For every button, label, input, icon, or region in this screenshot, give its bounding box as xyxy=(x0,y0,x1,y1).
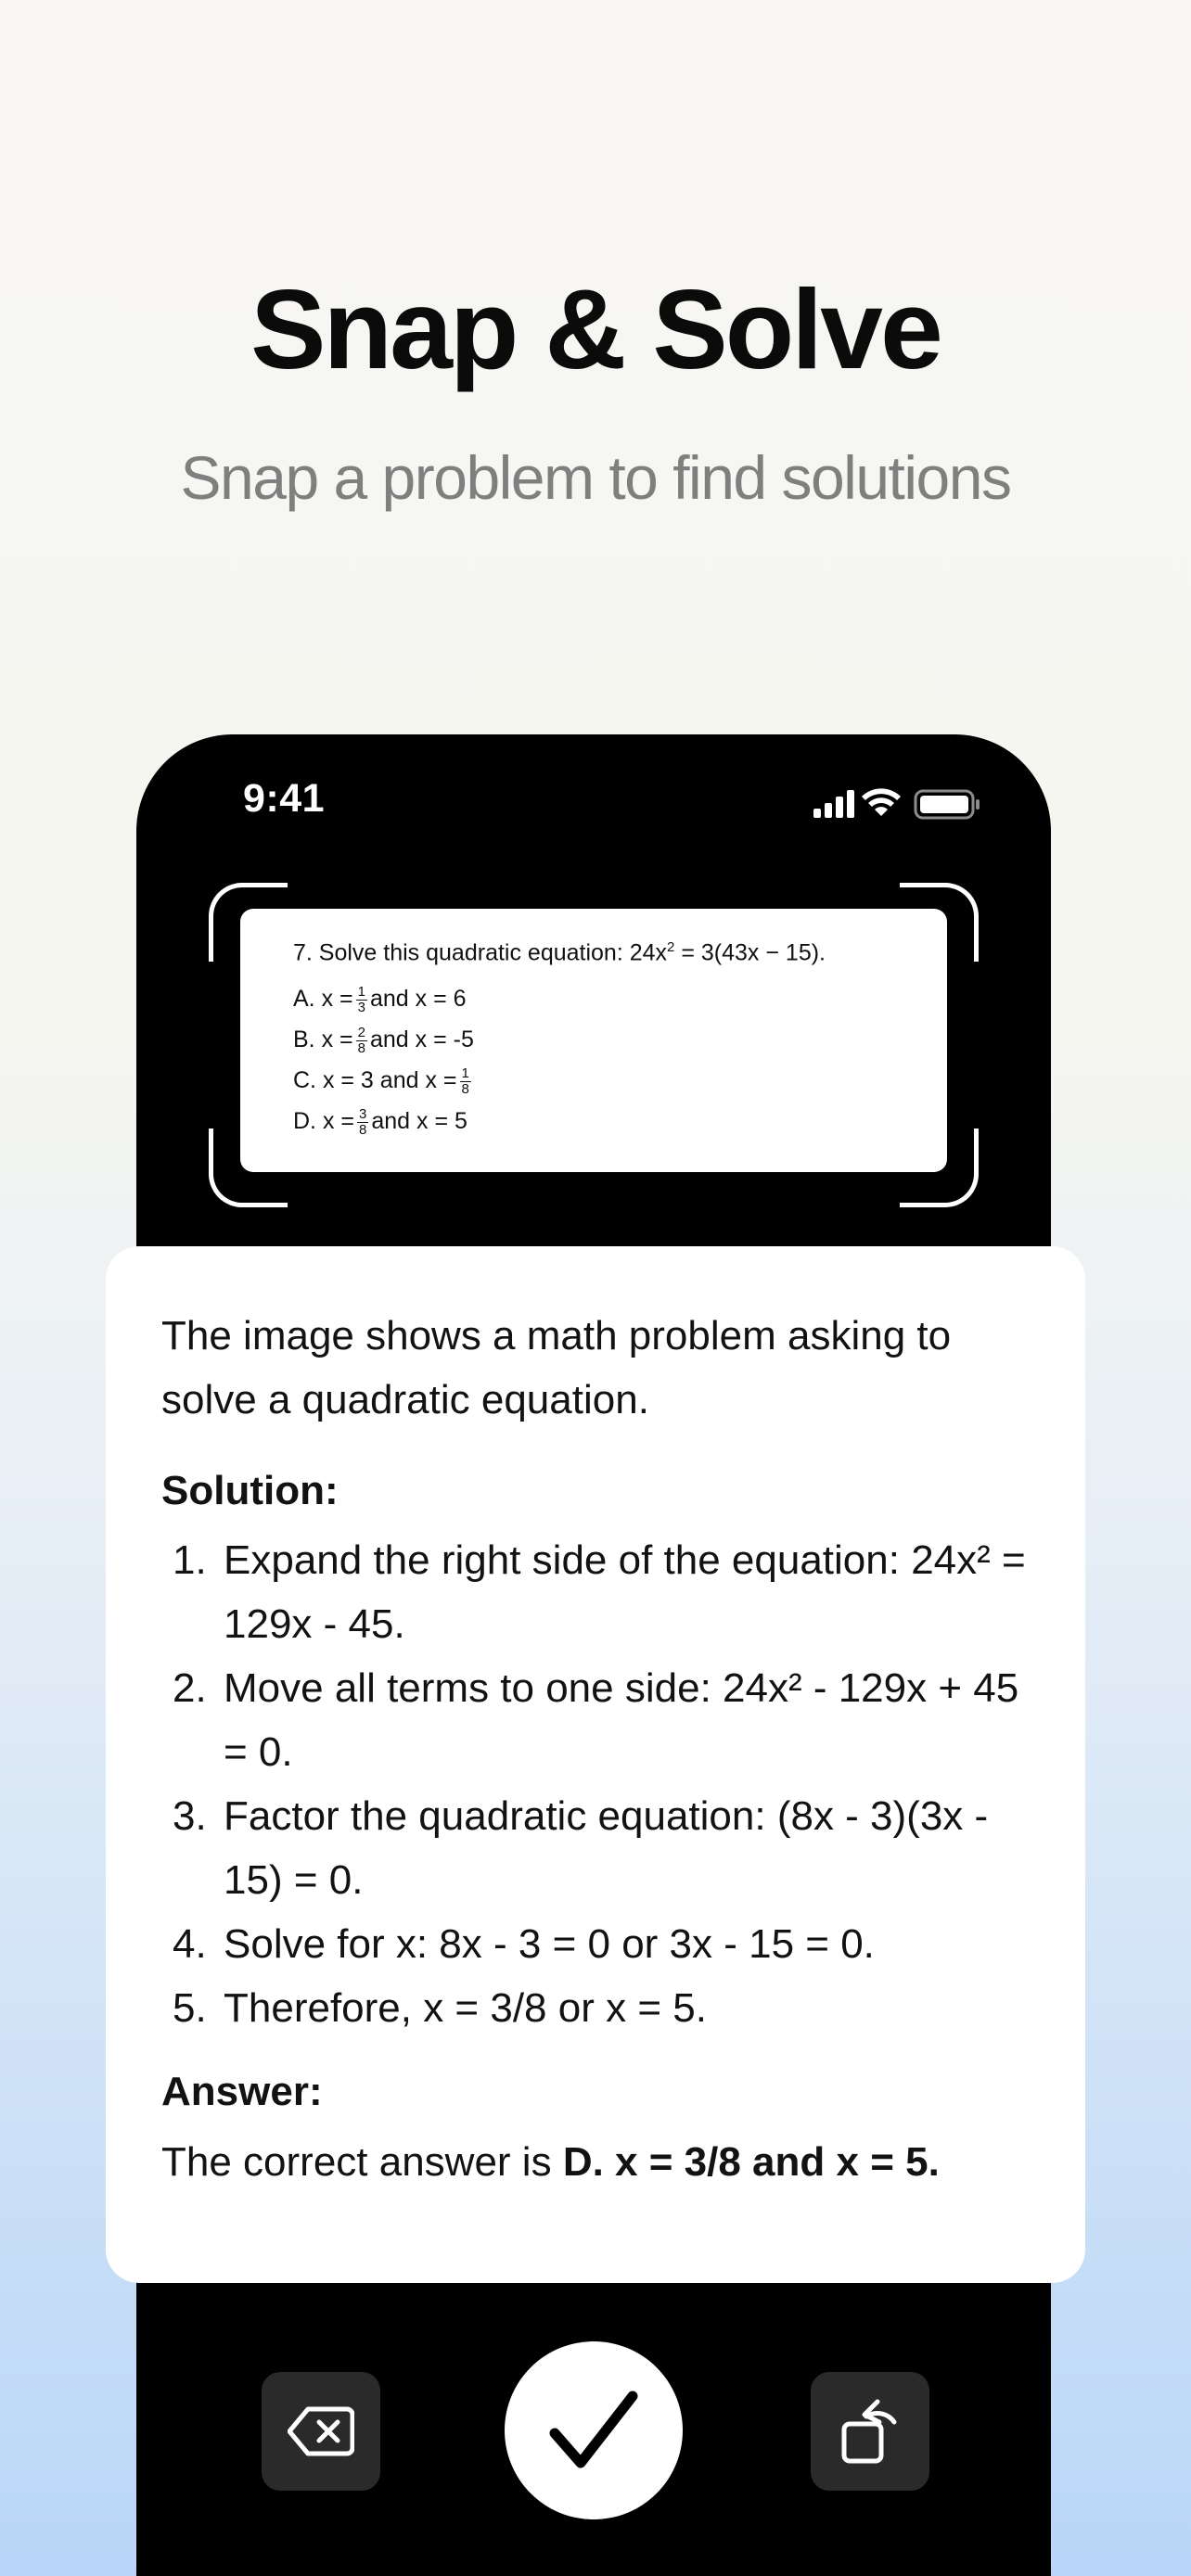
solution-heading: Solution: xyxy=(161,1468,339,1513)
answer-heading: Answer: xyxy=(161,2069,323,2114)
question-option-d: D. x = $\frac{3}{8}$ and x = 5 xyxy=(293,1106,467,1139)
fraction: $\frac{1}{8}$ xyxy=(461,1065,469,1098)
confirm-button[interactable] xyxy=(505,2341,683,2519)
solution-step: 4. Solve for x: 8x - 3 = 0 or 3x - 15 = 0. xyxy=(173,1921,875,1967)
solution-card xyxy=(106,1246,1085,2283)
answer-text: The correct answer is D. x = 3/8 and x = 5. xyxy=(161,2139,940,2185)
fraction: $\frac{2}{8}$ xyxy=(357,1025,365,1057)
rotate-icon xyxy=(837,2396,903,2467)
question-option-b: B. x = $\frac{2}{8}$ and x = -5 xyxy=(293,1025,474,1057)
rotate-button[interactable] xyxy=(811,2372,929,2491)
status-time: 9:41 xyxy=(243,776,326,821)
battery-icon xyxy=(916,791,980,818)
solution-step: 3. Factor the quadratic equation: (8x - 3)(3x - 15) = 0. xyxy=(173,1793,989,1903)
checkmark-icon xyxy=(547,2389,640,2472)
wifi-icon xyxy=(862,788,901,816)
hero-subtitle: Snap a problem to find solutions xyxy=(180,443,1011,512)
fraction: $\frac{1}{3}$ xyxy=(357,984,365,1016)
solution-step: 5. Therefore, x = 3/8 or x = 5. xyxy=(173,1985,707,2031)
scanned-question xyxy=(240,909,947,1172)
question-option-c: C. x = 3 and x = $\frac{1}{8}$ xyxy=(293,1065,469,1098)
delete-button[interactable] xyxy=(262,2372,380,2491)
answer-highlight: D. x = 3/8 and x = 5. xyxy=(562,2139,940,2185)
backspace-x-icon xyxy=(288,2405,354,2457)
hero-title: Snap & Solve xyxy=(250,266,941,392)
scan-frame[interactable] xyxy=(209,883,979,1207)
status-icons xyxy=(813,788,990,820)
solution-intro: The image shows a math problem asking to solve a quadratic equation. xyxy=(161,1313,952,1422)
question-title: 7. Solve this quadratic equation: $24x^2 = 3(43x - 15)$. xyxy=(293,939,826,966)
solution-step: 2. Move all terms to one side: 24x² - 129x + 45 = 0. xyxy=(173,1665,1019,1775)
question-option-a: A. x = $\frac{1}{3}$ and x = 6 xyxy=(293,984,467,1016)
cellular-signal-icon xyxy=(813,790,854,818)
solution-step: 1. Expand the right side of the equation: 24x² = 129x - 45. xyxy=(173,1537,1026,1647)
solution-steps xyxy=(161,1528,1030,2040)
fraction: $\frac{3}{8}$ xyxy=(359,1106,367,1139)
